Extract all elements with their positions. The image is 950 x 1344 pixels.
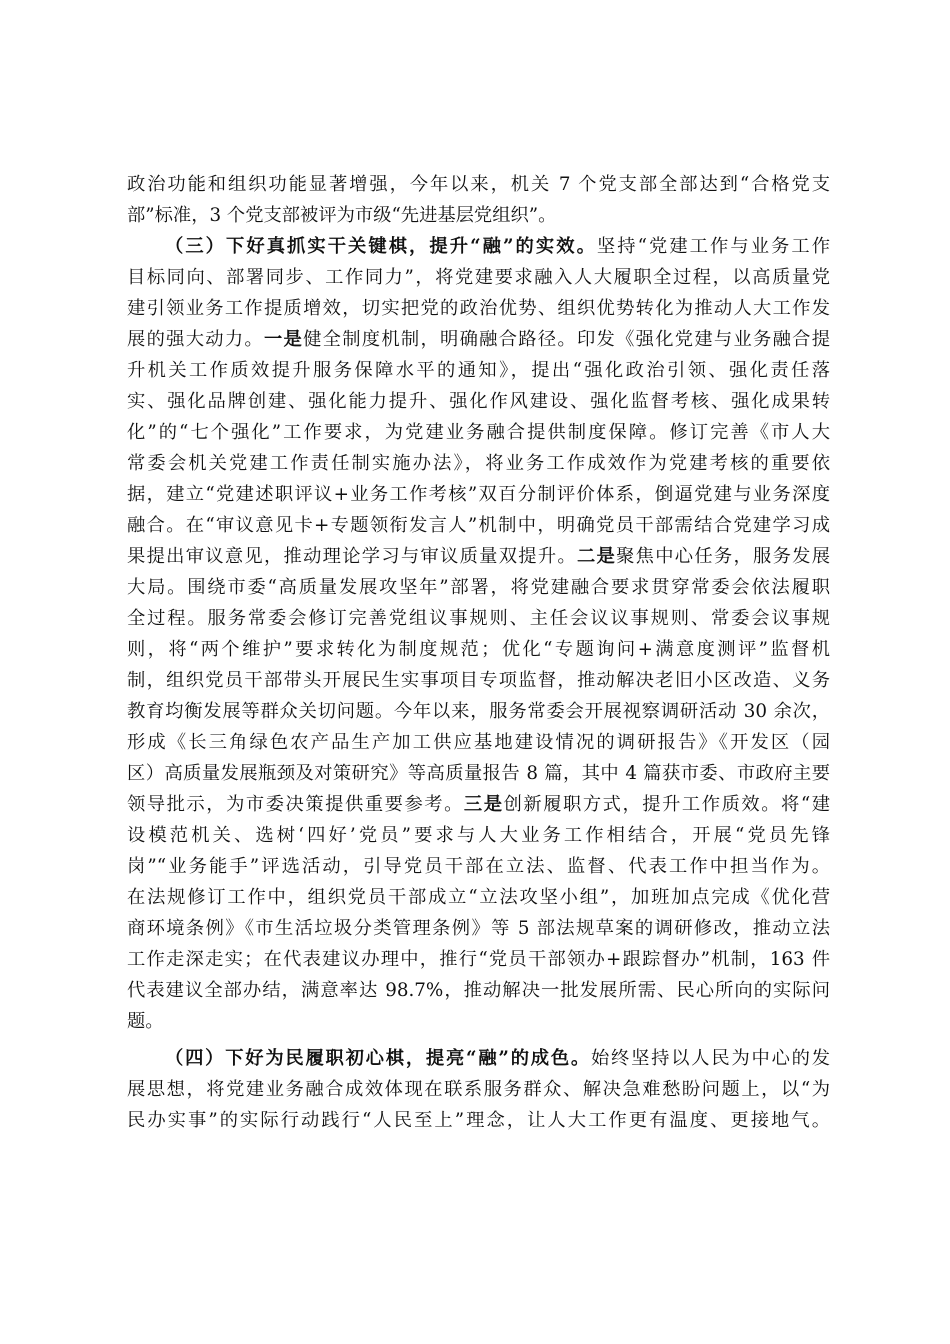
text-line: 代表建议全部办结，满意率达 98.7%，推动解决一批发展所需、民心所向的实际问: [127, 980, 830, 1001]
text-line: 升机关工作质效提升服务保障水平的通知》，提出“强化政治引领、强化责任落: [127, 360, 830, 381]
document-body: [127, 169, 830, 1136]
text-line: 设模范机关、选树‘四好’党员”要求与人大业务工作相结合，开展“党员先锋: [127, 825, 830, 846]
text-line: 制，组织党员干部带头开展民生实事项目专项监督，推动解决老旧小区改造、义务: [127, 670, 830, 691]
text-line: 题。: [127, 1011, 164, 1032]
text-line: 商环境条例》《市生活垃圾分类管理条例》等 5 部法规草案的调研修改，推动立法: [127, 918, 830, 939]
text-run: 健全制度机制，明确融合路径。印发《强化党建与业务融合提: [303, 329, 830, 350]
text-line: 政治功能和组织功能显著增强，今年以来，机关 7 个党支部全部达到“合格党支: [127, 174, 830, 195]
text-line: 实、强化品牌创建、强化能力提升、强化作风建设、强化监督考核、强化成果转: [127, 391, 830, 412]
text-line: 化”的“七个强化”工作要求，为党建业务融合提供制度保障。修订完善《市人大: [127, 422, 830, 443]
paragraph-1: [127, 169, 830, 231]
text-run: 领导批示，为市委决策提供重要参考。: [127, 794, 464, 815]
text-line: 据，建立“党建述职评议+业务工作考核”双百分制评价体系，倒逼党建与业务深度: [127, 484, 830, 505]
text-line: 融合。在“审议意见卡+专题领衔发言人”机制中，明确党员干部需结合党建学习成: [127, 515, 830, 536]
text-line: 则，将“两个维护”要求转化为制度规范；优化“专题询问+满意度测评”监督机: [127, 639, 830, 660]
text-line: 部”标准，3 个党支部被评为市级“先进基层党组织”。: [127, 205, 557, 226]
text-line: 大局。围绕市委“高质量发展攻坚年”部署，将党建融合要求贯穿常委会依法履职: [127, 577, 830, 598]
emphasis: 三是: [463, 794, 504, 815]
text-line: [127, 231, 830, 262]
text-line: 岗”“业务能手”评选活动，引导党员干部在立法、监督、代表工作中担当作为。: [127, 856, 830, 877]
text-run: 创新履职方式，提升工作质效。将“建: [503, 794, 830, 815]
text-run: 聚焦中心任务，服务发展: [616, 546, 830, 567]
text-line: 区）高质量发展瓶颈及对策研究》等高质量报告 8 篇，其中 4 篇获市委、市政府主要: [127, 763, 830, 784]
text-line: 民办实事”的实际行动践行“人民至上”理念，让人大工作更有温度、更接地气。: [127, 1110, 830, 1131]
section-heading: （四）下好为民履职初心棋，提亮“融”的成色。: [165, 1048, 591, 1069]
text-line: 目标同向、部署同步、工作同力”，将党建要求融入人大履职全过程，以高质量党: [127, 267, 830, 288]
emphasis: 一是: [263, 329, 304, 350]
text-line: 展思想，将党建业务融合成效体现在联系服务群众、解决急难愁盼问题上，以“为: [127, 1079, 830, 1100]
text-line: 教育均衡发展等群众关切问题。今年以来，服务常委会开展视察调研活动 30 余次，: [127, 701, 830, 722]
text-line: [127, 541, 830, 572]
text-run: 果提出审议意见，推动理论学习与审议质量双提升。: [127, 546, 577, 567]
text-line: 工作走深走实；在代表建议办理中，推行“党员干部领办+跟踪督办”机制，163 件: [127, 949, 830, 970]
text-run: 展的强大动力。: [127, 329, 264, 350]
text-line: 形成《长三角绿色农产品生产加工供应基地建设情况的调研报告》《开发区（园: [127, 732, 830, 753]
section-heading: （三）下好真抓实干关键棋，提升“融”的实效。: [165, 236, 597, 257]
text-line: 全过程。服务常委会修订完善党组议事规则、主任会议议事规则、常委会议事规: [127, 608, 830, 629]
text-run: 始终坚持以人民为中心的发: [590, 1048, 830, 1069]
text-line: [127, 789, 830, 820]
emphasis: 二是: [576, 546, 617, 567]
text-line: 常委会机关党建工作责任制实施办法》，将业务工作成效作为党建考核的重要依: [127, 453, 830, 474]
text-line: [127, 324, 830, 355]
paragraph-3: [127, 1043, 830, 1136]
paragraph-2: [127, 231, 830, 1037]
text-line: 建引领业务工作提质增效，切实把党的政治优势、组织优势转化为推动人大工作发: [127, 298, 830, 319]
text-line: 在法规修订工作中，组织党员干部成立“立法攻坚小组”，加班加点完成《优化营: [127, 887, 830, 908]
text-run: 坚持“党建工作与业务工作: [596, 236, 830, 257]
text-line: [127, 1043, 830, 1074]
